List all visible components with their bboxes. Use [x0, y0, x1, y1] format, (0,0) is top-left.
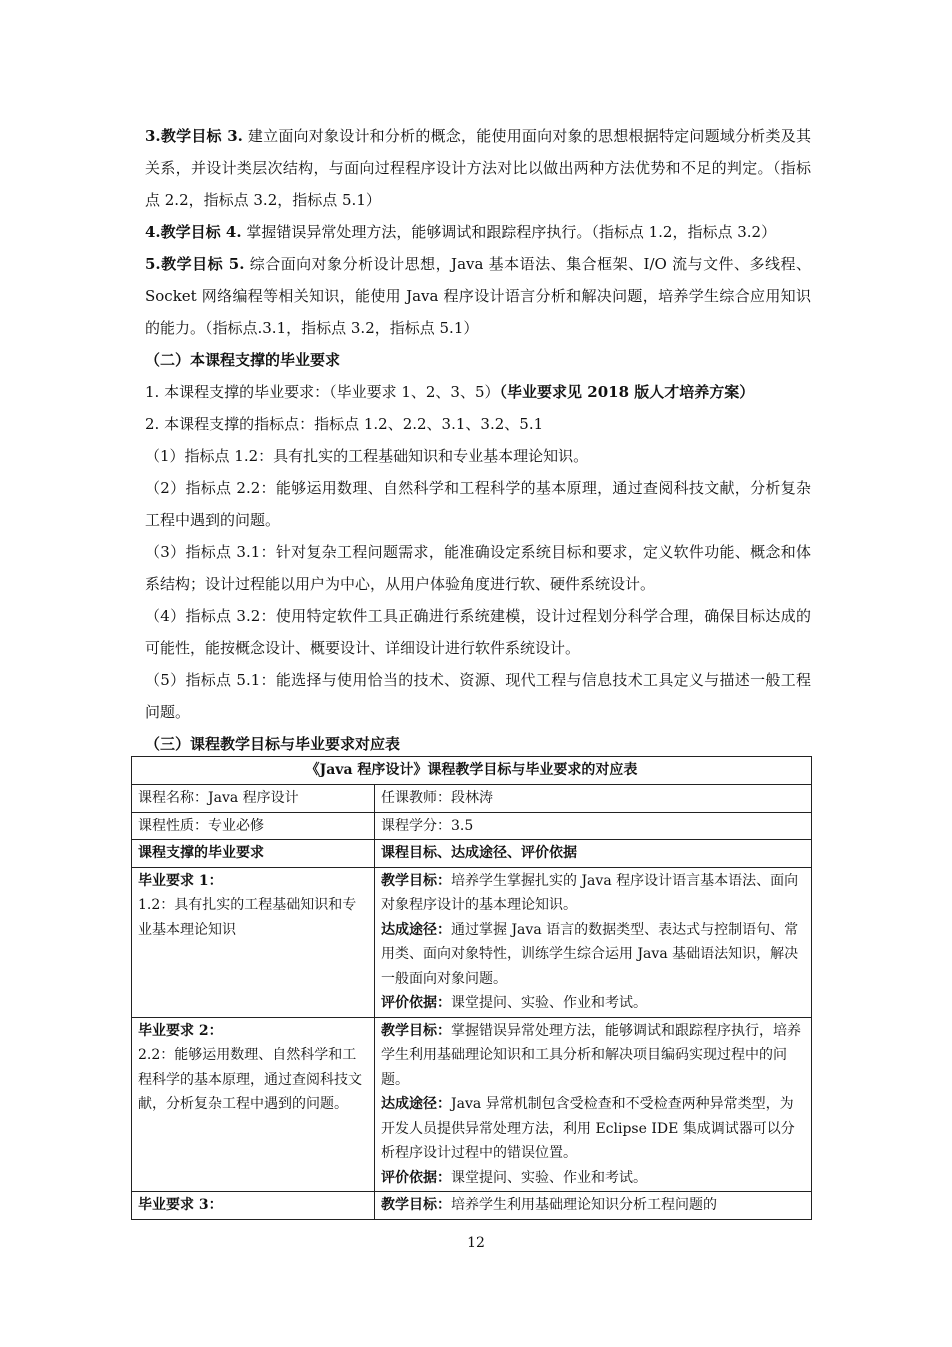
goal-4-text: 掌握错误异常处理方法，能够调试和跟踪程序执行。（指标点 1.2，指标点 3.2） [241, 223, 777, 241]
goal-label: 教学目标： [381, 1022, 451, 1039]
requirement-cell [132, 867, 375, 1017]
objective-cell [375, 867, 812, 1017]
eval-text: 课堂提问、实验、作业和考试。 [451, 1169, 647, 1186]
objective-evaluation [381, 991, 805, 1016]
requirement-label: 毕业要求 1： [138, 872, 223, 889]
path-text: 通过掌握 Java 语言的数据类型、表达式与控制语句、常用类、面向对象特性，训练学生综合运用 Java 基础语法知识，解决一般面向对象问题。 [381, 921, 799, 987]
mapping-table-wrapper [131, 756, 811, 1220]
objective-path [381, 918, 805, 992]
section-2-heading: （二）本课程支撑的毕业要求 [145, 351, 341, 369]
objective-path [381, 1092, 805, 1166]
column-header-objectives: 课程目标、达成途径、评价依据 [375, 840, 812, 868]
goal-text: 掌握错误异常处理方法，能够调试和跟踪程序执行，培养学生利用基础理论知识和工具分析和解决项目编码实现过程中的问题。 [381, 1022, 801, 1088]
eval-text: 课堂提问、实验、作业和考试。 [451, 995, 647, 1011]
objective-evaluation [381, 1166, 805, 1191]
indicator-point-3: （3）指标点 3.1：针对复杂工程问题需求，能准确设定系统目标和要求，定义软件功能、概念和体系结构；设计过程能以用户为中心，从用户体验角度进行软、硬件系统设计。 [145, 543, 811, 593]
goal-3-paragraph [145, 120, 811, 216]
goal-text: 培养学生掌握扎实的 Java 程序设计语言基本语法、面向对象程序设计的基本理论知识。 [381, 872, 799, 913]
goal-5-text: 综合面向对象分析设计思想，Java 基本语法、集合框架、I/O 流与文件、多线程、Socket 网络编程等相关知识，能使用 Java 程序设计语言分析和解决问题，培养学生综合应用知识的能力。（指标点.3.1，指标点 3.2，指标点 5.1） [145, 255, 811, 337]
goal-4-label: 4.教学目标 4. [145, 223, 242, 241]
goal-3-label: 3.教学目标 3. [145, 127, 243, 145]
requirement-text: 1.2：具有扎实的工程基础知识和专业基本理论知识 [138, 897, 357, 938]
indicator-point-2: （2）指标点 2.2：能够运用数理、自然科学和工程科学的基本原理，通过查阅科技文献，分析复杂工程中遇到的问题。 [145, 479, 811, 529]
goal-4-paragraph [145, 216, 811, 248]
objective-cell [375, 1192, 812, 1220]
objective-goal [381, 1193, 805, 1218]
requirement-cell [132, 1192, 375, 1220]
table-caption-row [132, 757, 812, 785]
goal-label: 教学目标： [381, 1197, 451, 1213]
section-3-heading: （三）课程教学目标与毕业要求对应表 [145, 735, 401, 753]
course-credits-cell: 课程学分：3.5 [375, 812, 812, 840]
goal-label: 教学目标： [381, 872, 451, 889]
table-row [132, 1192, 812, 1220]
table-row [132, 785, 812, 813]
goal-3-text: 建立面向对象设计和分析的概念，能使用面向对象的思想根据特定问题域分析类及其关系，并设计类层次结构，与面向过程程序设计方法对比以做出两种方法优势和不足的判定。（指标点 2.2，指标点 3.2，指标点 5.1） [145, 127, 811, 209]
eval-label: 评价依据： [381, 995, 451, 1011]
requirement-cell [132, 1017, 375, 1192]
course-nature-cell: 课程性质：专业必修 [132, 812, 375, 840]
goal-5-label: 5.教学目标 5. [145, 255, 245, 273]
column-header-requirements: 课程支撑的毕业要求 [132, 840, 375, 868]
page-number: 12 [467, 1235, 485, 1251]
requirement-label: 毕业要求 2： [138, 1022, 223, 1039]
path-text: Java 异常机制包含受检查和不受检查两种异常类型，为开发人员提供异常处理方法，利用 Eclipse IDE 集成调试器可以分析程序设计过程中的错误位置。 [381, 1096, 795, 1161]
eval-label: 评价依据： [381, 1169, 451, 1186]
page-body [145, 120, 811, 760]
path-label: 达成途径： [381, 1096, 451, 1112]
section-2-item-1-note: （毕业要求见 2018 版人才培养方案） [499, 383, 755, 401]
objective-goal [381, 1019, 805, 1093]
table-row [132, 867, 812, 1017]
mapping-table [131, 756, 812, 1220]
indicator-point-5: （5）指标点 5.1：能选择与使用恰当的技术、资源、现代工程与信息技术工具定义与描述一般工程问题。 [145, 671, 811, 721]
table-row [132, 1017, 812, 1192]
section-2-item-1-text: 1. 本课程支撑的毕业要求：（毕业要求 1、2、3、5） [145, 383, 500, 401]
objective-cell [375, 1017, 812, 1192]
course-name-cell: 课程名称：Java 程序设计 [132, 785, 375, 813]
goal-text: 培养学生利用基础理论知识分析工程问题的 [451, 1197, 717, 1213]
requirement-label: 毕业要求 3： [138, 1197, 223, 1213]
requirement-text: 2.2：能够运用数理、自然科学和工程科学的基本原理，通过查阅科技文献，分析复杂工程中遇到的问题。 [138, 1047, 362, 1112]
goal-5-paragraph [145, 248, 811, 344]
indicator-point-4: （4）指标点 3.2：使用特定软件工具正确进行系统建模，设计过程划分科学合理，确保目标达成的可能性，能按概念设计、概要设计、详细设计进行软件系统设计。 [145, 607, 811, 657]
table-caption: 《Java 程序设计》课程教学目标与毕业要求的对应表 [132, 757, 812, 785]
indicator-point-1: （1）指标点 1.2：具有扎实的工程基础知识和专业基本理论知识。 [145, 447, 589, 465]
table-row [132, 812, 812, 840]
objective-goal [381, 869, 805, 918]
teacher-cell: 任课教师：段林涛 [375, 785, 812, 813]
section-2-item-2: 2. 本课程支撑的指标点：指标点 1.2、2.2、3.1、3.2、5.1 [145, 415, 544, 433]
path-label: 达成途径： [381, 921, 451, 938]
section-2-item-1 [145, 376, 811, 408]
table-header-row [132, 840, 812, 868]
